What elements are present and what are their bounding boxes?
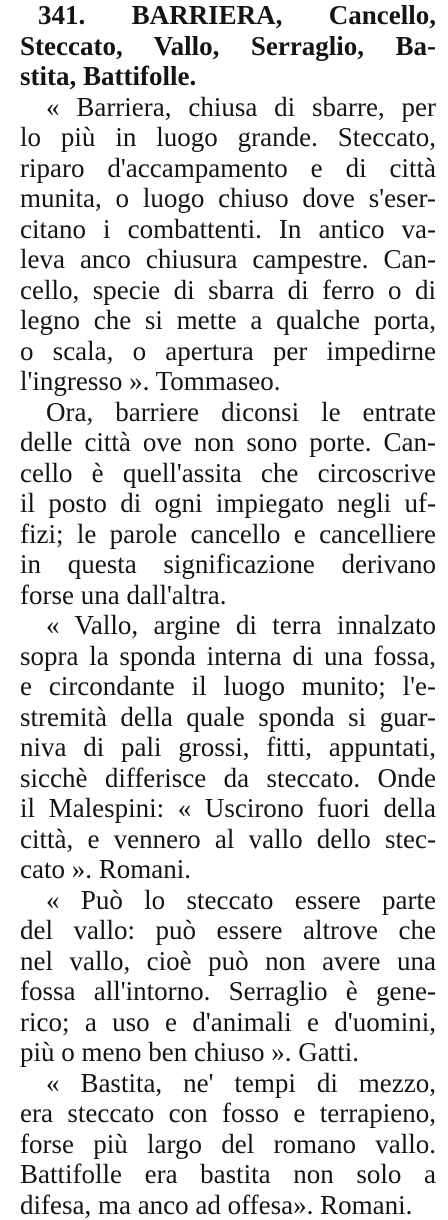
paragraph [20, 610, 436, 885]
heading-line: Steccato, Vallo, Serraglio, Ba- [20, 31, 436, 62]
text-line: cello è quell'assita che circoscrive [20, 458, 436, 489]
text-line: delle città ove non sono porte. Can- [20, 427, 436, 458]
text-line: era steccato con fosso e terrapieno, [20, 1098, 436, 1129]
paragraph [20, 92, 436, 397]
text-line: il posto di ogni impiegato negli uf- [20, 488, 436, 519]
text-line: cello, specie di sbarra di ferro o di [20, 275, 436, 306]
text-line: niva di pali grossi, fitti, appuntati, [20, 732, 436, 763]
text-line: l'ingresso ». Tommaseo. [20, 366, 436, 397]
text-line: e circondante il luogo munito; l'e- [20, 671, 436, 702]
text-line: cato ». Romani. [20, 854, 436, 885]
text-line: rico; a uso e d'animali e d'uomini, [20, 1007, 436, 1038]
text-line: città, e vennero al vallo dello stec- [20, 824, 436, 855]
text-line: forse più largo del romano vallo. [20, 1129, 436, 1160]
text-line: « Bastita, ne' tempi di mezzo, [20, 1068, 436, 1099]
heading-line [20, 0, 436, 31]
text-line: il Malespini: « Uscirono fuori della [20, 793, 436, 824]
text-line: fizi; le parole cancello e cancelliere [20, 519, 436, 550]
text-line: munita, o luogo chiuso dove s'eser- [20, 183, 436, 214]
entry-number: 341. [38, 0, 85, 30]
text-line: lo più in luogo grande. Steccato, [20, 122, 436, 153]
text-line: stremità della quale sponda si guar- [20, 702, 436, 733]
text-line: forse una dall'altra. [20, 580, 436, 611]
text-line: « Barriera, chiusa di sbarre, per [20, 92, 436, 123]
text-line: difesa, ma anco ad offesa». Romani. [20, 1190, 436, 1220]
text-line: sicchè differisce da steccato. Onde [20, 763, 436, 794]
text-line: riparo d'accampamento e di città [20, 153, 436, 184]
heading-line: stita, Battifolle. [20, 61, 436, 92]
text-line: leva anco chiusura campestre. Can- [20, 244, 436, 275]
text-line: nel vallo, cioè può non avere una [20, 946, 436, 977]
paragraph [20, 397, 436, 611]
text-line: « Può lo steccato essere parte [20, 885, 436, 916]
text-line: del vallo: può essere altrove che [20, 915, 436, 946]
entry-heading [20, 0, 436, 92]
text-line: citano i combattenti. In antico va- [20, 214, 436, 245]
text-line: sopra la sponda interna di una fossa, [20, 641, 436, 672]
paragraph [20, 885, 436, 1068]
text-line: Ora, barriere diconsi le entrate [20, 397, 436, 428]
heading-text [132, 0, 436, 30]
paragraph [20, 1068, 436, 1220]
text-line: più o meno ben chiuso ». Gatti. [20, 1037, 436, 1068]
text-line: Battifolle era bastita non solo a [20, 1159, 436, 1190]
text-line: fossa all'intorno. Serraglio è gene- [20, 976, 436, 1007]
text-line: « Vallo, argine di terra innalzato [20, 610, 436, 641]
heading-line-text: BARRIERA, Cancello, [132, 0, 436, 30]
text-line: o scala, o apertura per impedirne [20, 336, 436, 367]
text-line: in questa significazione derivano [20, 549, 436, 580]
text-line: legno che si mette a qualche porta, [20, 305, 436, 336]
